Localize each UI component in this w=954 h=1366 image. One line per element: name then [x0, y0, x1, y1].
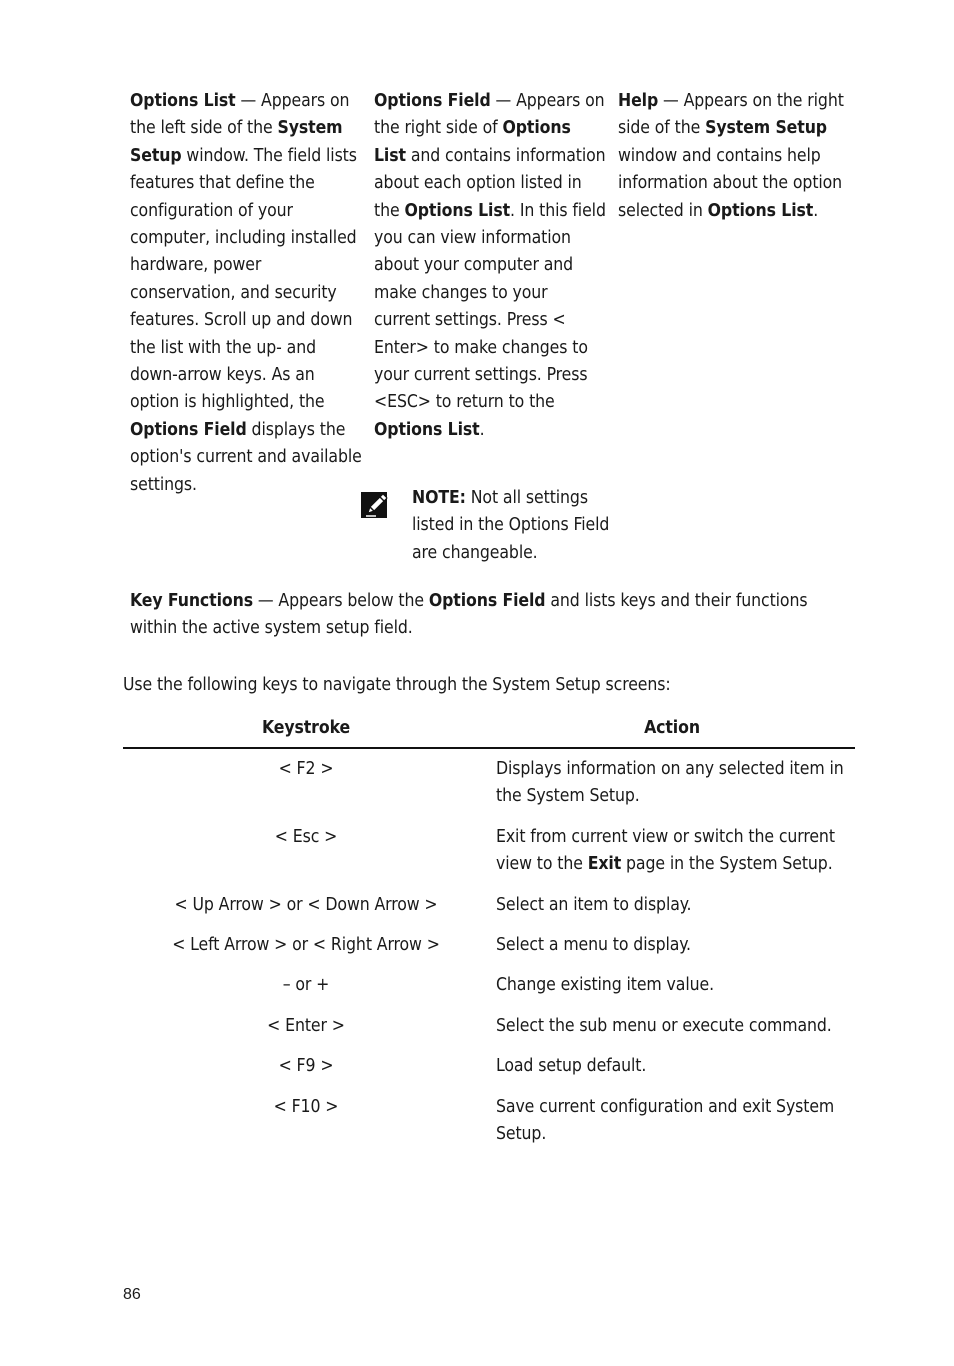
keystroke-cell: < Up Arrow > or < Down Arrow > — [174, 894, 438, 915]
table-row — [123, 749, 855, 817]
options-field-description: Options Field — Appears on the right side of Options List and contains information about each option listed in the Options List. In this field you can view information about your computer and make changes to your current settings. Press < Enter> to make changes to your current settings. Press <ESC> to return to the Options List. — [374, 91, 606, 440]
keystroke-cell: < F2 > — [278, 759, 334, 779]
action-cell: Save current configuration and exit System Setup. — [496, 1096, 835, 1145]
keys-table — [123, 715, 855, 1154]
term-options-list: Options List — [130, 91, 236, 111]
options-list-description: Options List — Appears on the left side of the System Setup window. The field lists features that define the configuration of your computer, including installed hardware, power conservation, and security features. Scroll up and down the list with the up- and down-arrow keys. As an option is highlighted, the Options Field displays the option's current and available settings. — [130, 91, 362, 495]
action-cell: Exit from current view or switch the current view to the Exit page in the System Setup. — [496, 826, 835, 875]
action-cell: Select an item to display. — [496, 894, 692, 915]
intro-text: Use the following keys to navigate through the System Setup screens: — [123, 675, 671, 695]
help-description: Help — Appears on the right side of the System Setup window and contains help information about the option selected in Options List. — [618, 91, 844, 221]
table-row — [123, 885, 855, 925]
header-keystroke: Keystroke — [261, 718, 351, 738]
note-label: NOTE: — [412, 488, 466, 508]
note-pencil-icon — [360, 489, 390, 519]
action-cell: Load setup default. — [496, 1056, 647, 1077]
keystroke-cell: < Enter > — [267, 1015, 345, 1036]
action-cell: Select a menu to display. — [496, 935, 691, 956]
table-header — [123, 715, 855, 749]
table-row — [123, 1046, 855, 1086]
keystroke-cell: < Left Arrow > or < Right Arrow > — [172, 935, 440, 956]
keystroke-cell: < Esc > — [274, 826, 338, 847]
action-cell: Select the sub menu or execute command. — [496, 1015, 832, 1036]
term-options-field: Options Field — [374, 91, 491, 111]
keystroke-cell: < F9 > — [278, 1056, 334, 1077]
table-row — [123, 925, 855, 965]
term-key-functions: Key Functions — [130, 591, 253, 611]
action-cell: Displays information on any selected item in the System Setup. — [496, 759, 844, 807]
keystroke-cell: – or + — [282, 975, 330, 996]
table-row — [123, 1006, 855, 1046]
keystroke-cell: < F10 > — [273, 1096, 339, 1117]
page-number: 86 — [123, 1286, 141, 1303]
note-text: NOTE: Not all settings listed in the Options Field are changeable. — [412, 488, 610, 563]
table-row — [123, 965, 855, 1005]
term-help: Help — [618, 91, 659, 111]
table-row — [123, 1087, 855, 1155]
action-cell: Change existing item value. — [496, 975, 714, 996]
key-functions-description: Key Functions — Appears below the Options Field and lists keys and their functions within the active system setup field. — [130, 591, 808, 639]
header-action: Action — [644, 718, 700, 738]
table-row — [123, 817, 855, 885]
